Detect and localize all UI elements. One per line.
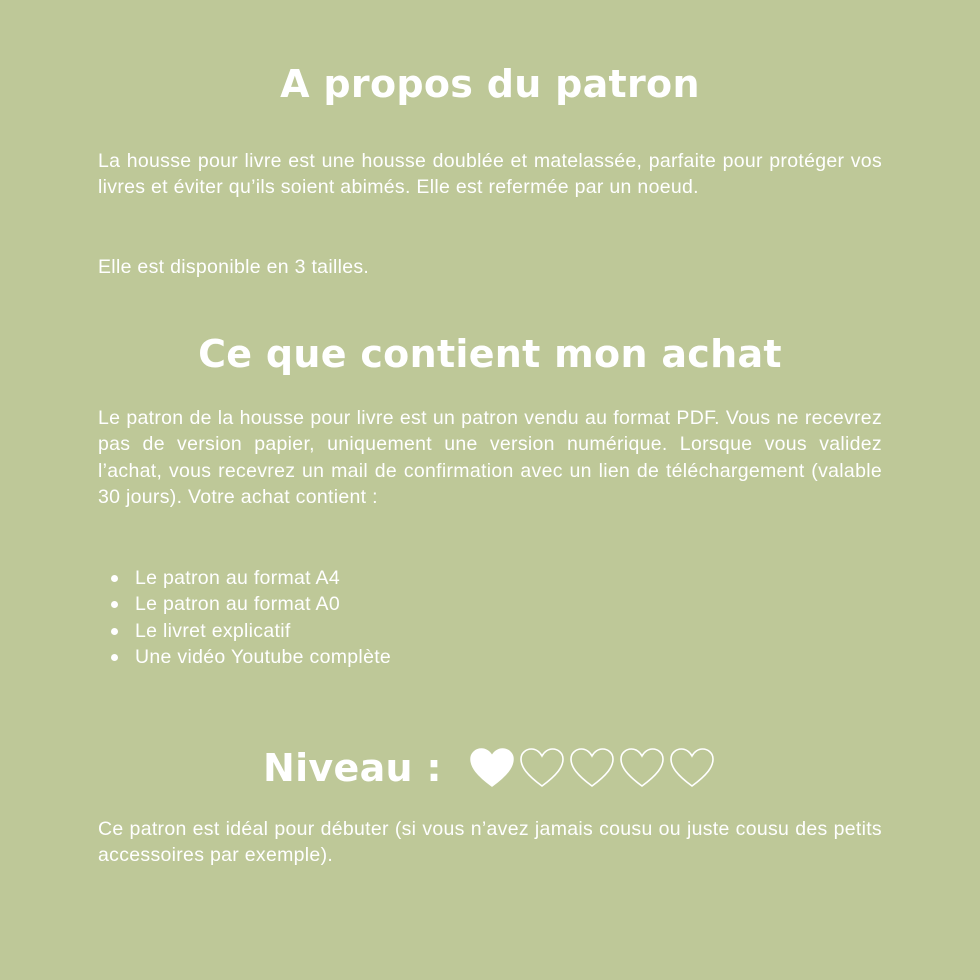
level-rating — [468, 746, 718, 790]
level-label: Niveau : — [263, 746, 442, 790]
list-item: Le patron au format A4 — [98, 565, 391, 591]
heart-outline-icon — [668, 746, 716, 790]
heart-filled-icon — [468, 746, 516, 790]
list-item: Le livret explicatif — [98, 618, 391, 644]
contents-title: Ce que contient mon achat — [198, 332, 782, 376]
heart-outline-icon — [568, 746, 616, 790]
level-row — [263, 740, 718, 796]
heart-outline-icon — [618, 746, 666, 790]
about-paragraph: La housse pour livre est une housse doublée et matelassée, parfaite pour protéger vos livres et éviter qu’ils soient abimés. Elle est refermée par un noeud. — [98, 150, 882, 199]
about-title: A propos du patron — [280, 62, 700, 106]
level-description: Ce patron est idéal pour débuter (si vous n’avez jamais cousu ou juste cousu des petits accessoires par exemple). — [98, 818, 882, 867]
list-item: Le patron au format A0 — [98, 591, 391, 617]
contents-list — [98, 565, 391, 670]
list-item: Une vidéo Youtube complète — [98, 644, 391, 670]
heart-outline-icon — [518, 746, 566, 790]
contents-paragraph: Le patron de la housse pour livre est un patron vendu au format PDF. Vous ne recevrez pas de version papier, uniquement une version numérique. Lorsque vous validez l’achat, vous recevrez un mail de confirmation avec un lien de téléchargement (valable 30 jours). Votre achat contient : — [98, 407, 882, 508]
sizes-text: Elle est disponible en 3 tailles. — [98, 256, 370, 278]
